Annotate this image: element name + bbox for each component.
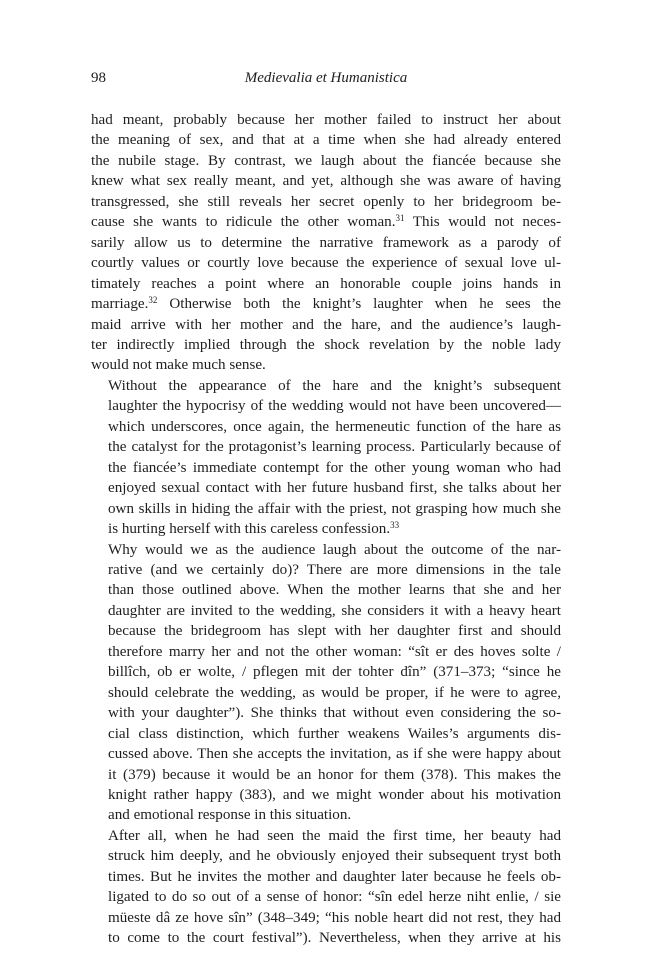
text-line: the fiancée’s immediate contempt for the other young woman who had	[108, 459, 561, 476]
page-number: 98	[91, 70, 106, 86]
text-line: to come to the court festival”). Nevertheless, when they arrive at his	[108, 930, 561, 947]
text-line: Without the appearance of the hare and the knight’s subsequent	[108, 377, 561, 394]
text-line: and emotional response in this situation.	[108, 807, 352, 824]
paragraph	[91, 110, 561, 376]
text-line: which underscores, once again, the hermeneutic function of the hare as	[108, 418, 561, 435]
text-line: sarily allow us to determine the narrative framework as a parody of	[91, 234, 561, 251]
text-line: because the bridegroom has slept with her daughter first and should	[108, 623, 561, 640]
paragraph	[91, 376, 561, 540]
text-line: knew what sex really meant, and yet, although she was aware of having	[91, 173, 561, 190]
journal-title: Medievalia et Humanistica	[244, 70, 408, 86]
text-line: struck him deeply, and he obviously enjoyed their subsequent tryst both	[108, 848, 561, 865]
text-line: the meaning of sex, and that at a time when she had already entered	[91, 132, 561, 149]
text-line: laughter the hypocrisy of the wedding would not have been uncovered—	[108, 398, 561, 415]
paragraph	[91, 540, 561, 826]
paragraph	[91, 826, 561, 949]
text-line: müeste dâ ze hove sîn” (348–349; “his noble heart did not rest, they had	[108, 909, 561, 926]
text-line: daughter are invited to the wedding, she considers it with a heavy heart	[108, 602, 561, 619]
text-line: transgressed, she still reveals her secret openly to her bridegroom be-	[91, 193, 561, 210]
text-line: marriage.$^{32}$ Otherwise both the knight’s laughter when he sees the	[91, 295, 561, 313]
text-line: knight rather happy (383), and we might wonder about his motivation	[108, 786, 561, 803]
text-line: cause she wants to ridicule the other woman.$^{31}$ This would not neces-	[91, 213, 561, 231]
running-head	[91, 70, 561, 94]
text-line: would not make much sense.	[91, 357, 266, 374]
book-page	[91, 70, 561, 949]
text-line: enjoyed sexual contact with her future husband first, she talks about her	[108, 480, 561, 497]
text-line: courtly values or courtly love because the experience of sexual love ul-	[91, 255, 561, 272]
text-line: therefore marry her and not the other woman: “sît er des hoves solte /	[108, 643, 561, 660]
text-line: ligated to do so out of a sense of honor: “sîn edel herze niht enlie, / sie	[108, 889, 561, 906]
text-line: timately reaches a point where an honorable couple joins hands in	[91, 275, 561, 292]
body-text	[91, 110, 561, 949]
text-line: should celebrate the wedding, as would be proper, if he were to agree,	[108, 684, 561, 701]
footnote-ref: 33	[390, 520, 400, 531]
text-line: is hurting herself with this careless confession.$^{33}$	[108, 520, 400, 538]
text-line: with your daughter”). She thinks that without even considering the so-	[108, 705, 561, 722]
text-line: the nubile stage. By contrast, we laugh about the fiancée because she	[91, 152, 561, 169]
text-line: rative (and we certainly do)? There are more dimensions in the tale	[108, 561, 561, 578]
footnote-ref: 31	[395, 213, 405, 224]
footnote-ref: 32	[148, 295, 158, 306]
text-line: the catalyst for the protagonist’s learning process. Particularly because of	[108, 439, 561, 456]
text-line: billîch, ob er wolte, / pflegen mit der tohter dîn” (371–373; “since he	[108, 664, 561, 681]
text-line: Why would we as the audience laugh about the outcome of the nar-	[108, 541, 561, 558]
text-line: had meant, probably because her mother failed to instruct her about	[91, 112, 561, 128]
text-line: After all, when he had seen the maid the first time, her beauty had	[108, 827, 561, 844]
text-line: than those outlined above. When the mother learns that she and her	[108, 582, 561, 599]
text-line: cial class distinction, which further weakens Wailes’s arguments dis-	[108, 725, 561, 742]
text-line: times. But he invites the mother and daughter later because he feels ob-	[108, 868, 561, 885]
text-line: cussed above. Then she accepts the invitation, as if she were happy about	[108, 746, 561, 763]
text-line: maid arrive with her mother and the hare, and the audience’s laugh-	[91, 316, 561, 333]
text-line: it (379) because it would be an honor for them (378). This makes the	[108, 766, 561, 783]
text-line: own skills in hiding the affair with the priest, not grasping how much she	[108, 500, 561, 517]
text-line: ter indirectly implied through the shock revelation by the noble lady	[91, 336, 561, 353]
